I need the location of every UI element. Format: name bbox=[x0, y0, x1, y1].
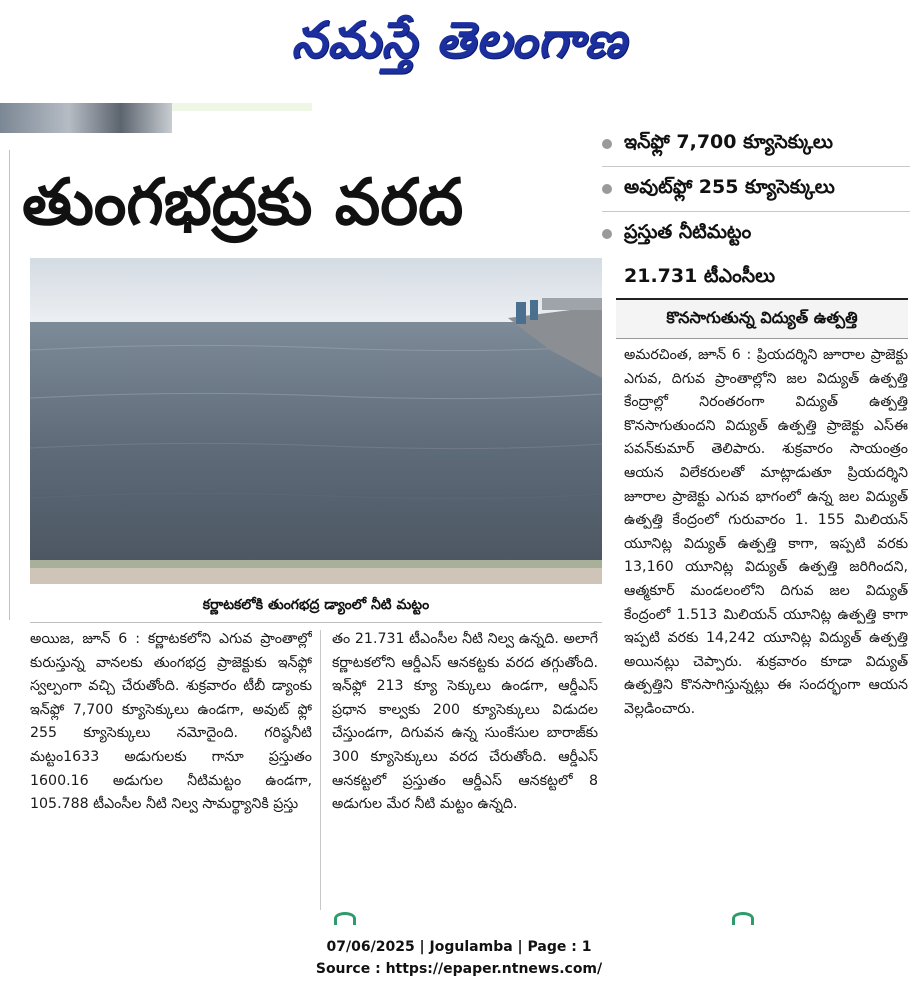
highlight-text: 21.731 టీఎంసీలు bbox=[624, 264, 776, 287]
column-divider bbox=[320, 630, 321, 910]
highlight-text: ఇన్‌ఫ్లో 7,700 క్యూసెక్కులు bbox=[624, 130, 833, 153]
article-column-2: తం 21.731 టీఎంసీల నీటి నిల్వ ఉన్నది. అలాగే కర్ణాటకలోని ఆర్డీఎస్ ఆనకట్టకు వరద తగ్గుతోంది. ఇన్‌ఫ్లో 213 క్యూ సెక్కులు ఉండగా, ఆర్డీఎస్ ప్రధాన కాల్వకు 200 క్యూసెక్కులు విడుదల చేస్తుండగా, దిగువన ఉన్న సుంకేసుల బారాజ్‌కు 300 క్యూసెక్కులు వరద చేరుతోంది. ఆర్డీఎస్ ఆనకట్టలో ప్రస్తుతం ఆర్డీఎస్ ఆనకట్టలో 8 అడుగుల మేర నీటి మట్టం ఉన్నది. bbox=[332, 631, 598, 813]
side-article-body: అమరచింత, జూన్ 6 : ప్రియదర్శిని జూరాల ప్రాజెక్టు ఎగువ, దిగువ ప్రాంతాల్లోని జల విద్యుత్ ఉత్పత్తి కేంద్రాల్లో నిరంతరంగా విద్యుత్ ఉత్పత్తి కొనసాగుతుందని విద్యుత్ ఉత్పత్తి ప్రాజెక్టు ఎస్‌ఈ పవన్‌కుమార్ తెలిపారు. శుక్రవారం సాయంత్రం ఆయన విలేకరులతో మాట్లాడుతూ ప్రియదర్శిని జూరాల ప్రాజెక్టు ఎగువ భాగంలో ఉన్న జల విద్యుత్ ఉత్పత్తి కేంద్రంలో గురువారం 1. 155 మిలియన్ యూనిట్ల విద్యుత్ ఉత్పత్తి కాగా, ఇప్పటి వరకు 13,160 యూనిట్ల విద్యుత్ ఉత్పత్తి జరిగిందని, ఆత్మకూర్ మండలంలోని దిగువ జల విద్యుత్ కేంద్రంలో 1.513 మిలియన్ యూనిట్ల ఉత్పత్తి కాగా ఇప్పటి వరకు 14,242 యూనిట్ల విద్యుత్ ఉత్పత్తి అయినట్లు చెప్పారు. శుక్రవారం కూడా విద్యుత్ ఉత్పత్తిని కొనసాగిస్తున్నట్లు ఈ సందర్భంగా ఆయన వెల్లడించారు. bbox=[624, 347, 908, 717]
masthead-logo: నమస్తే తెలంగాణ bbox=[291, 10, 627, 69]
dam-photo bbox=[30, 258, 602, 584]
edition-info: 07/06/2025 | Jogulamba | Page : 1 bbox=[326, 939, 592, 955]
bullet-icon bbox=[602, 139, 612, 149]
page-footer bbox=[0, 936, 918, 980]
highlight-item bbox=[600, 167, 910, 211]
bullet-icon bbox=[602, 229, 612, 239]
article-headline: తుంగభద్రకు వరద bbox=[22, 166, 464, 240]
article-column-1: అయిజ, జూన్ 6 : కర్ణాటకలోని ఎగువ ప్రాంతాల్లో కురుస్తున్న వానలకు తుంగభద్ర ప్రాజెక్టుకు ఇన్‌ఫ్లో స్వల్పంగా వచ్చి చేరుతోంది. శుక్రవారం టీబీ డ్యాంకు ఇన్‌ఫ్లో 7,700 క్యూసెక్కులు ఉండగా, అవుట్ ఫ్లో 255 క్యూసెక్కులు నమోదైంది. గరిష్ఠనీటి మట్టం1633 అడుగులకు గానూ ప్రస్తుతం 1600.16 అడుగుల నీటిమట్టం ఉండగా, 105.788 టీఎంసీల నీటి నిల్వ సామర్థ్యానికి ప్రస్తు bbox=[30, 631, 312, 813]
highlight-item bbox=[600, 122, 910, 166]
divider bbox=[30, 622, 602, 623]
source-link[interactable]: Source : https://epaper.ntnews.com/ bbox=[315, 961, 603, 977]
highlight-item bbox=[600, 256, 910, 300]
decorative-strip bbox=[172, 103, 312, 111]
bullet-icon bbox=[602, 184, 612, 194]
highlight-text: ప్రస్తుత నీటిమట్టం bbox=[624, 220, 752, 243]
photo-caption: కర్ణాటకలోకి తుంగభద్ర డ్యాంలో నీటి మట్టం bbox=[202, 596, 430, 613]
side-article-headline: కొనసాగుతున్న విద్యుత్ ఉత్పత్తి bbox=[616, 298, 908, 339]
photo-strip bbox=[0, 103, 172, 133]
left-rule bbox=[9, 150, 10, 620]
highlight-item bbox=[600, 212, 910, 256]
highlights-box bbox=[600, 122, 910, 300]
sprout-icon bbox=[334, 912, 356, 925]
dam-photo-illustration bbox=[30, 258, 602, 584]
sprout-icon bbox=[732, 912, 754, 925]
highlight-text: అవుట్‌ఫ్లో 255 క్యూసెక్కులు bbox=[624, 175, 835, 198]
